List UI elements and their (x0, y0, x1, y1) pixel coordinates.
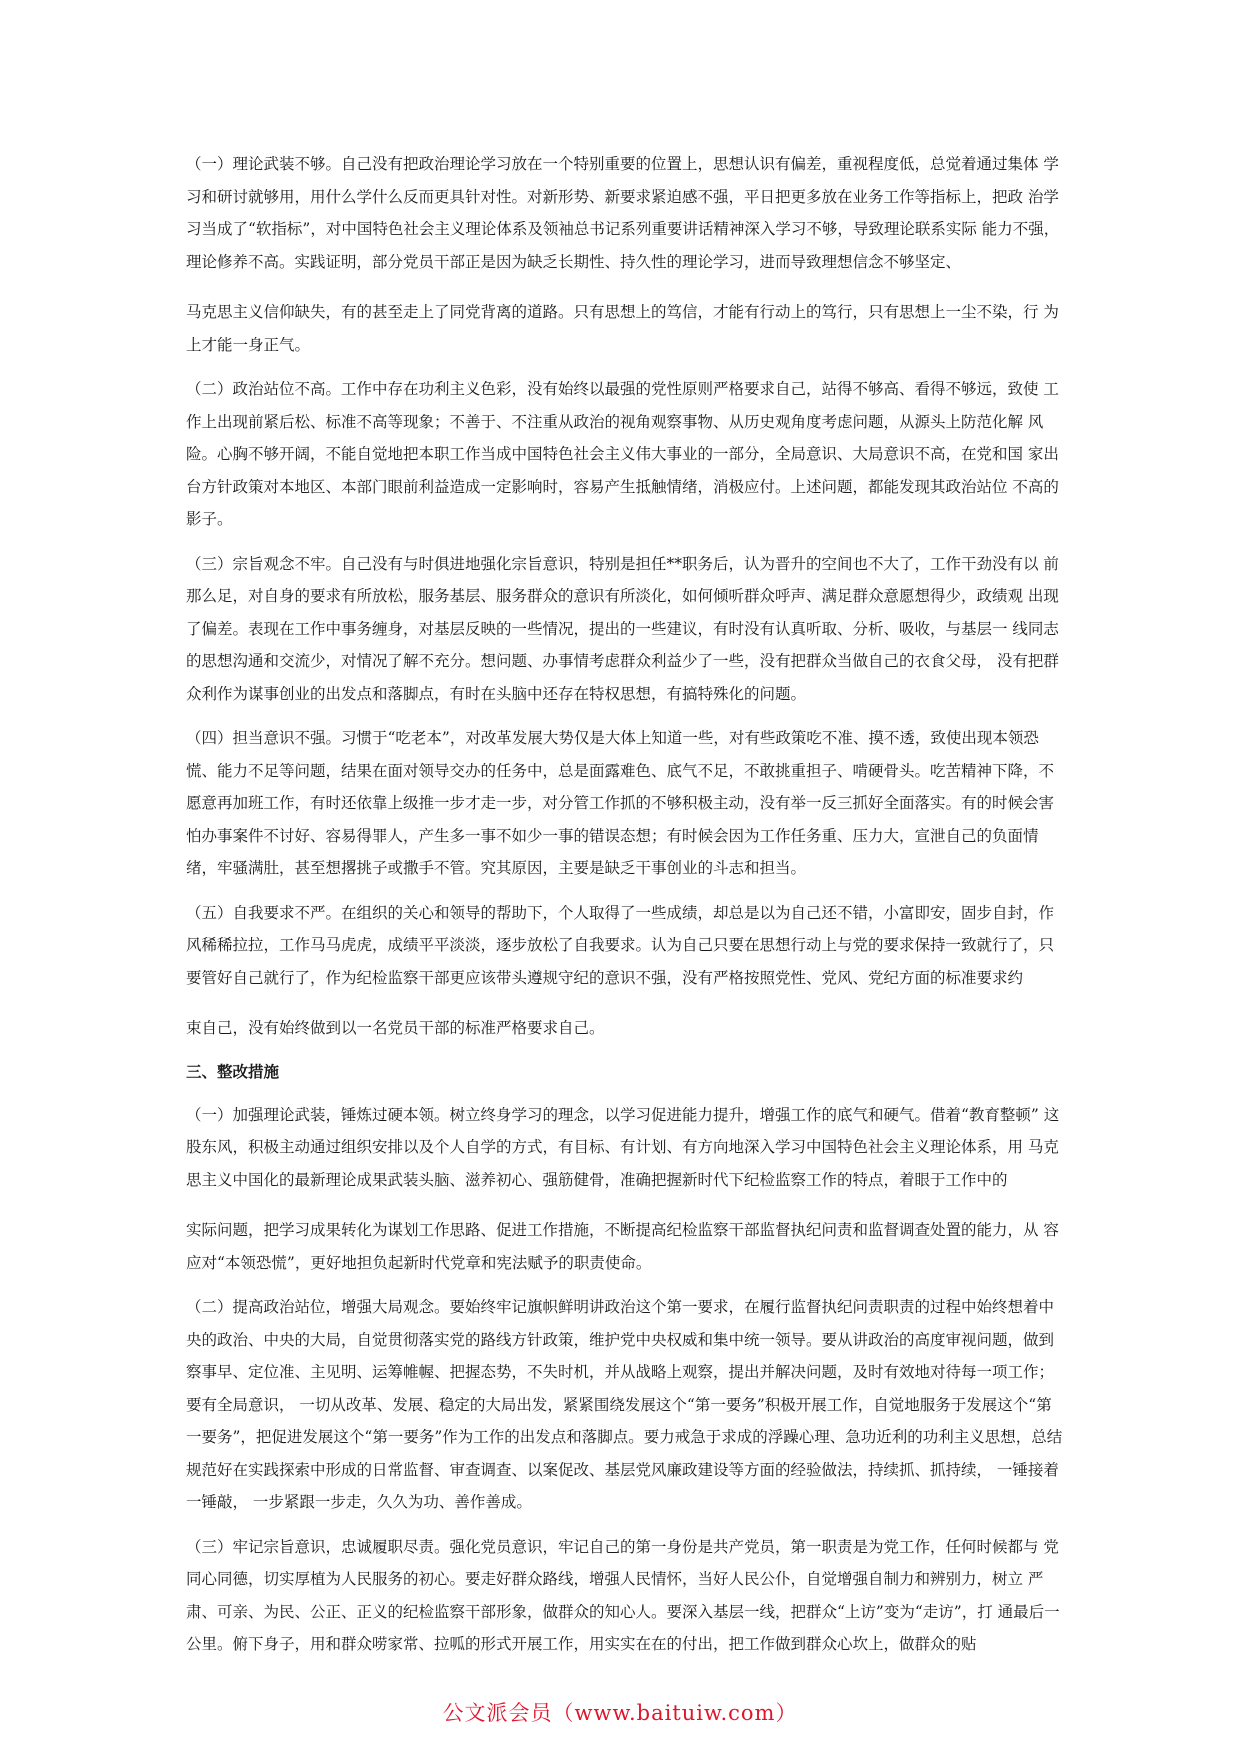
paragraph-self-discipline-cont: 束自己，没有始终做到以一名党员干部的标准严格要求自己。 (186, 1019, 605, 1037)
paragraph-theory-cont: 马克思主义信仰缺失，有的甚至走上了同党背离的道路。只有思想上的笃信，才能有行动上的笃行，只有思想上一尘不染，行 为上才能一身正气。 (186, 303, 1059, 354)
footer-watermark: 公文派会员（www.baituiw.com） (442, 1701, 798, 1725)
section-heading: 三、整改措施 (186, 1062, 280, 1081)
paragraph-self-discipline: （五）自我要求不严。在组织的关心和领导的帮助下，个人取得了一些成绩，却总是以为自己还不错，小富即安，固步自封，作风稀稀拉拉，工作马马虎虎，成绩平平淡淡，逐步放松了自我要求。认为自己只要在思想行动上与党的要求保持一致就行了，只要管好自己就行了，作为纪检监察干部更应该带头遵规守纪的意识不强，没有严格按照党性、党风、党纪方面的标准要求约 (186, 903, 1055, 987)
paragraph-measure-theory-cont: 实际问题，把学习成果转化为谋划工作思路、促进工作措施，不断提高纪检监察干部监督执纪问责和监督调查处置的能力，从 容应对“本领恐慌”，更好地担负起新时代党章和宪法赋予的职责使命。 (186, 1221, 1059, 1272)
paragraph-political: （二）政治站位不高。工作中存在功利主义色彩，没有始终以最强的党性原则严格要求自己，站得不够高、看得不够远，致使 工作上出现前紧后松、标准不高等现象；不善于、不注重从政治的视角观察事物、从历史观角度考虑问题，从源头上防范化解 风险。心胸不够开阔，不能自觉地把本职工作当成中国特色社会主义伟大事业的一部分，全局意识、大局意识不高，在党和国 家出台方针政策对本地区、本部门眼前利益造成一定影响时，容易产生抵触情绪，消极应付。上述问题，都能发现其政治站位 不高的影子。 (186, 380, 1059, 528)
paragraph-measure-political: （二）提高政治站位，增强大局观念。要始终牢记旗帜鲜明讲政治这个第一要求，在履行监督执纪问责职责的过程中始终想着中央的政治、中央的大局，自觉贯彻落实党的路线方针政策，维护党中央权威和集中统一领导。要从讲政治的高度审视问题，做到察事早、定位准、主见明、运筹帷幄、把握态势，不失时机，并从战略上观察，提出并解决问题，及时有效地对待每一项工作；要有全局意识， 一切从改革、发展、稳定的大局出发，紧紧围绕发展这个“第一要务”积极开展工作，自觉地服务于发展这个“第一要务”，把促进发展这个“第一要务”作为工作的出发点和落脚点。要力戒急于求成的浮躁心理、急功近利的功利主义思想，总结规范好在实践探索中形成的日常监督、审查调查、以案促改、基层党风廉政建设等方面的经验做法，持续抓、抓持续， 一锤接着一锤敲， 一步紧跟一步走，久久为功、善作善成。 (186, 1298, 1063, 1511)
paragraph-purpose: （三）宗旨观念不牢。自己没有与时俱进地强化宗旨意识，特别是担任**职务后，认为晋升的空间也不大了，工作干劲没有以 前那么足，对自身的要求有所放松，服务基层、服务群众的意识有所淡化，如何倾听群众呼声、满足群众意愿想得少，政绩观 出现了偏差。表现在工作中事务缠身，对基层反映的一些情况，提出的一些建议，有时没有认真听取、分析、吸收，与基层一 线同志的思想沟通和交流少，对情况了解不充分。想问题、办事情考虑群众利益少了一些，没有把群众当做自己的衣食父母， 没有把群众利作为谋事创业的出发点和落脚点，有时在头脑中还存在特权思想，有搞特殊化的问题。 (186, 554, 1059, 703)
paragraph-measure-theory: （一）加强理论武装，锤炼过硬本领。树立终身学习的理念，以学习促进能力提升，增强工作的底气和硬气。借着“教育整顿” 这股东风，积极主动通过组织安排以及个人自学的方式，有目标、有计划、有方向地深入学习中国特色社会主义理论体系，用 马克思主义中国化的最新理论成果武装头脑、滋养初心、强筋健骨，准确把握新时代下纪检监察工作的特点，着眼于工作中的 (186, 1105, 1060, 1189)
document-body (186, 148, 1066, 1661)
paragraph-theory: （一）理论武装不够。自己没有把政治理论学习放在一个特别重要的位置上，思想认识有偏差，重视程度低，总觉着通过集体 学习和研讨就够用，用什么学什么反而更具针对性。对新形势、新要求紧迫感不强，平日把更多放在业务工作等指标上，把政 治学习当成了“软指标”，对中国特色社会主义理论体系及领袖总书记系列重要讲话精神深入学习不够，导致理论联系实际 能力不强，理论修养不高。实践证明，部分党员干部正是因为缺乏长期性、持久性的理论学习，进而导致理想信念不够坚定、 (186, 155, 1060, 271)
paragraph-measure-purpose: （三）牢记宗旨意识，忠诚履职尽责。强化党员意识，牢记自己的第一身份是共产党员，第一职责是为党工作，任何时候都与 党同心同德，切实厚植为人民服务的初心。要走好群众路线，增强人民情怀，当好人民公仆，自觉增强自制力和辨别力，树立 严肃、可亲、为民、公正、正义的纪检监察干部形象，做群众的知心人。要深入基层一线，把群众“上访”变为“走访”，打 通最后一公里。俯下身子，用和群众唠家常、拉呱的形式开展工作，用实实在在的付出，把工作做到群众心坎上，做群众的贴 (186, 1537, 1060, 1653)
paragraph-responsibility: （四）担当意识不强。习惯于“吃老本”，对改革发展大势仅是大体上知道一些，对有些政策吃不准、摸不透，致使出现本领恐慌、能力不足等问题，结果在面对领导交办的任务中，总是面露难色、底气不足，不敢挑重担子、啃硬骨头。吃苦精神下降，不愿意再加班工作，有时还依靠上级推一步才走一步，对分管工作抓的不够积极主动，没有举一反三抓好全面落实。有的时候会害怕办事案件不讨好、容易得罪人，产生多一事不如少一事的错误态想；有时候会因为工作任务重、压力大，宣泄自己的负面情绪，牢骚满肚，甚至想撂挑子或撒手不管。究其原因，主要是缺乏干事创业的斗志和担当。 (186, 729, 1055, 877)
